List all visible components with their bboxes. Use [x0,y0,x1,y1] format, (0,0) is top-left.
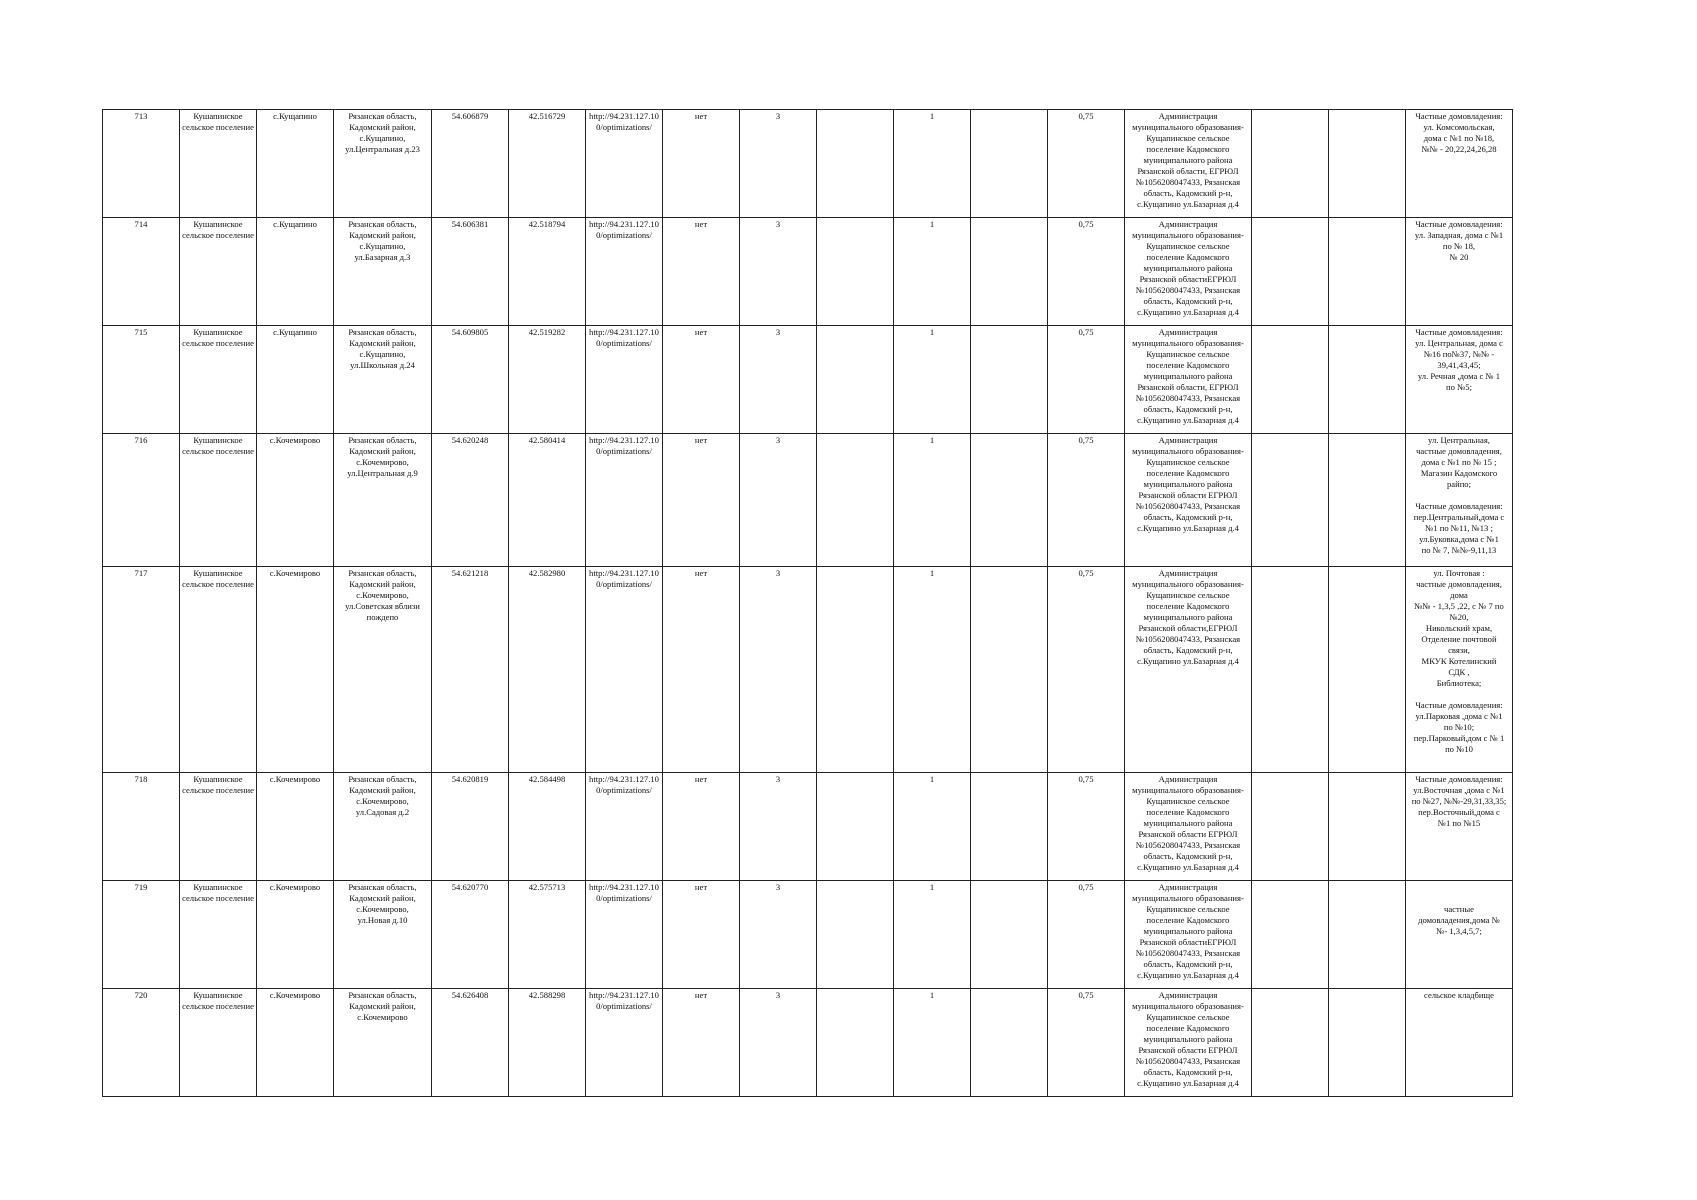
area-cell: 3 [740,989,817,1097]
address-cell: Рязанская область, Кадомский район, с.Кочемирово, ул.Советская вблизи пождепо [334,567,432,773]
longitude-cell: 42.519282 [509,326,586,434]
registry-table [102,109,1513,1097]
latitude-cell: 54.606879 [432,110,509,218]
holder-cell: Администрация муниципального образования- Кущапинское сельское поселение Кадомского муниципального района Рязанской области ЕГРЮЛ №1056208047433, Рязанская область, Кадомский р-н, с.Кущапино ул.Базарная д.4 [1125,989,1252,1097]
consumers-cell: частные домовладения,дома № №- 1,3,4,5,7; [1406,881,1513,989]
covered-cell: нет [663,434,740,567]
empty-cell [1329,989,1406,1097]
consumers-cell: сельское кладбище [1406,989,1513,1097]
longitude-cell: 42.518794 [509,218,586,326]
table-row [103,773,1513,881]
volume-cell: 0,75 [1048,773,1125,881]
map-link-cell: http://94.231.127.10 0/optimizations/ [586,218,663,326]
row-number-cell: 718 [103,773,180,881]
covered-cell: нет [663,218,740,326]
empty-cell [971,567,1048,773]
empty-cell [1329,218,1406,326]
latitude-cell: 54.621218 [432,567,509,773]
table-row [103,434,1513,567]
empty-cell [1252,434,1329,567]
consumers-cell: ул. Почтовая : частные домовладения, дома №№ - 1,3,5 ,22, с № 7 по №20, Никольский храм, Отделение почтовой связи, МКУК Котелинский СДК , Библиотека; Частные домовладения: ул.Парковая ,дома с №1 по №10; пер.Парковый,дом с № 1 по №10 [1406,567,1513,773]
empty-cell [971,773,1048,881]
holder-cell: Администрация муниципального образования- Кущапинское сельское поселение Кадомского муниципального района Рязанской области ЕГРЮЛ №1056208047433, Рязанская область, Кадомский р-н, с.Кущапино ул.Базарная д.4 [1125,434,1252,567]
area-cell: 3 [740,434,817,567]
empty-cell [1252,110,1329,218]
registry-sheet [102,109,1511,1097]
consumers-cell: ул. Центральная, частные домовладения, дома с №1 по № 15 ; Магазин Кадомского райпо; Частные домовладения: пер.Центральный,дома с №1 по №11, №13 ; ул.Буковка,дома с №1 по № 7, №№-9,11,13 [1406,434,1513,567]
empty-cell [817,773,894,881]
containers-cell: 1 [894,773,971,881]
settlement-cell: Кушапинское сельское поселение [180,434,257,567]
volume-cell: 0,75 [1048,110,1125,218]
volume-cell: 0,75 [1048,989,1125,1097]
volume-cell: 0,75 [1048,567,1125,773]
row-number-cell: 716 [103,434,180,567]
empty-cell [817,326,894,434]
holder-cell: Администрация муниципального образования- Кущапинское сельское поселение Кадомского муниципального района Рязанской области, ЕГРЮЛ №1056208047433, Рязанская область, Кадомский р-н, с.Кущапино ул.Базарная д.4 [1125,110,1252,218]
containers-cell: 1 [894,881,971,989]
empty-cell [971,326,1048,434]
address-cell: Рязанская область, Кадомский район, с.Кочемирово, ул.Центральная д.9 [334,434,432,567]
settlement-cell: Кушапинское сельское поселение [180,218,257,326]
consumers-cell: Частные домовладения: ул. Комсомольская, дома с №1 по №18, №№ - 20,22,24,26,28 [1406,110,1513,218]
holder-cell: Администрация муниципального образования- Кущапинское сельское поселение Кадомского муниципального района Рязанской областиЕГРЮЛ №1056208047433, Рязанская область, Кадомский р-н, с.Кущапино ул.Базарная д.4 [1125,218,1252,326]
settlement-cell: Кушапинское сельское поселение [180,326,257,434]
empty-cell [817,881,894,989]
volume-cell: 0,75 [1048,218,1125,326]
settlement-cell: Кушапинское сельское поселение [180,110,257,218]
covered-cell: нет [663,773,740,881]
empty-cell [1329,567,1406,773]
area-cell: 3 [740,218,817,326]
address-cell: Рязанская область, Кадомский район, с.Кущапино, ул.Базарная д.3 [334,218,432,326]
latitude-cell: 54.620248 [432,434,509,567]
empty-cell [817,567,894,773]
table-row [103,567,1513,773]
settlement-cell: Кушапинское сельское поселение [180,989,257,1097]
locality-cell: с.Кущапино [257,218,334,326]
covered-cell: нет [663,881,740,989]
containers-cell: 1 [894,326,971,434]
empty-cell [1252,326,1329,434]
containers-cell: 1 [894,110,971,218]
address-cell: Рязанская область, Кадомский район, с.Кущапино, ул.Школьная д.24 [334,326,432,434]
longitude-cell: 42.575713 [509,881,586,989]
longitude-cell: 42.588298 [509,989,586,1097]
empty-cell [971,434,1048,567]
containers-cell: 1 [894,218,971,326]
empty-cell [1329,326,1406,434]
containers-cell: 1 [894,989,971,1097]
locality-cell: с.Кочемирово [257,989,334,1097]
latitude-cell: 54.620770 [432,881,509,989]
address-cell: Рязанская область, Кадомский район, с.Кущапино, ул.Центральная д.23 [334,110,432,218]
map-link-cell: http://94.231.127.10 0/optimizations/ [586,989,663,1097]
map-link-cell: http://94.231.127.10 0/optimizations/ [586,326,663,434]
volume-cell: 0,75 [1048,326,1125,434]
covered-cell: нет [663,110,740,218]
empty-cell [1252,567,1329,773]
containers-cell: 1 [894,567,971,773]
empty-cell [1252,881,1329,989]
row-number-cell: 719 [103,881,180,989]
row-number-cell: 714 [103,218,180,326]
holder-cell: Администрация муниципального образования- Кущапинское сельское поселение Кадомского муниципального района Рязанской области ЕГРЮЛ №1056208047433, Рязанская область, Кадомский р-н, с.Кущапино ул.Базарная д.4 [1125,773,1252,881]
volume-cell: 0,75 [1048,881,1125,989]
empty-cell [1329,881,1406,989]
latitude-cell: 54.620819 [432,773,509,881]
locality-cell: с.Кущапино [257,326,334,434]
empty-cell [817,989,894,1097]
map-link-cell: http://94.231.127.10 0/optimizations/ [586,110,663,218]
empty-cell [817,110,894,218]
locality-cell: с.Кочемирово [257,773,334,881]
latitude-cell: 54.626408 [432,989,509,1097]
map-link-cell: http://94.231.127.10 0/optimizations/ [586,881,663,989]
settlement-cell: Кушапинское сельское поселение [180,567,257,773]
empty-cell [1329,773,1406,881]
covered-cell: нет [663,567,740,773]
locality-cell: с.Кочемирово [257,567,334,773]
locality-cell: с.Кущапино [257,110,334,218]
registry-rows [103,110,1513,1097]
map-link-cell: http://94.231.127.10 0/optimizations/ [586,567,663,773]
row-number-cell: 713 [103,110,180,218]
latitude-cell: 54.609805 [432,326,509,434]
empty-cell [971,881,1048,989]
address-cell: Рязанская область, Кадомский район, с.Кочемирово, ул.Садовая д.2 [334,773,432,881]
address-cell: Рязанская область, Кадомский район, с.Кочемирово, ул.Новая д.10 [334,881,432,989]
empty-cell [971,989,1048,1097]
empty-cell [817,218,894,326]
table-row [103,218,1513,326]
longitude-cell: 42.516729 [509,110,586,218]
covered-cell: нет [663,326,740,434]
empty-cell [971,110,1048,218]
area-cell: 3 [740,773,817,881]
locality-cell: с.Кочемирово [257,881,334,989]
empty-cell [817,434,894,567]
table-row [103,881,1513,989]
area-cell: 3 [740,881,817,989]
holder-cell: Администрация муниципального образования- Кущапинское сельское поселение Кадомского муниципального района Рязанской области, ЕГРЮЛ №1056208047433, Рязанская область, Кадомский р-н, с.Кущапино ул.Базарная д.4 [1125,326,1252,434]
consumers-cell: Частные домовладения: ул.Восточная ,дома с №1 по №27, №№-29,31,33,35; пер.Восточный,дома с №1 по №15 [1406,773,1513,881]
empty-cell [971,218,1048,326]
empty-cell [1329,110,1406,218]
table-row [103,110,1513,218]
row-number-cell: 717 [103,567,180,773]
holder-cell: Администрация муниципального образования- Кущапинское сельское поселение Кадомского муниципального района Рязанской области,ЕГРЮЛ №1056208047433, Рязанская область, Кадомский р-н, с.Кущапино ул.Базарная д.4 [1125,567,1252,773]
consumers-cell: Частные домовладения: ул. Центральная, дома с №16 по№37, №№ - 39,41,43,45; ул. Речная ,дома с № 1 по №5; [1406,326,1513,434]
area-cell: 3 [740,326,817,434]
latitude-cell: 54.606381 [432,218,509,326]
volume-cell: 0,75 [1048,434,1125,567]
table-row [103,326,1513,434]
longitude-cell: 42.584498 [509,773,586,881]
empty-cell [1329,434,1406,567]
area-cell: 3 [740,567,817,773]
empty-cell [1252,218,1329,326]
holder-cell: Администрация муниципального образования- Кущапинское сельское поселение Кадомского муниципального района Рязанской областиЕГРЮЛ №1056208047433, Рязанская область, Кадомский р-н, с.Кущапино ул.Базарная д.4 [1125,881,1252,989]
settlement-cell: Кушапинское сельское поселение [180,881,257,989]
row-number-cell: 720 [103,989,180,1097]
row-number-cell: 715 [103,326,180,434]
empty-cell [1252,773,1329,881]
settlement-cell: Кушапинское сельское поселение [180,773,257,881]
map-link-cell: http://94.231.127.10 0/optimizations/ [586,434,663,567]
longitude-cell: 42.580414 [509,434,586,567]
containers-cell: 1 [894,434,971,567]
empty-cell [1252,989,1329,1097]
map-link-cell: http://94.231.127.10 0/optimizations/ [586,773,663,881]
consumers-cell: Частные домовладения: ул. Западная, дома с №1 по № 18, № 20 [1406,218,1513,326]
area-cell: 3 [740,110,817,218]
locality-cell: с.Кочемирово [257,434,334,567]
address-cell: Рязанская область, Кадомский район, с.Кочемирово [334,989,432,1097]
covered-cell: нет [663,989,740,1097]
table-row [103,989,1513,1097]
longitude-cell: 42.582980 [509,567,586,773]
